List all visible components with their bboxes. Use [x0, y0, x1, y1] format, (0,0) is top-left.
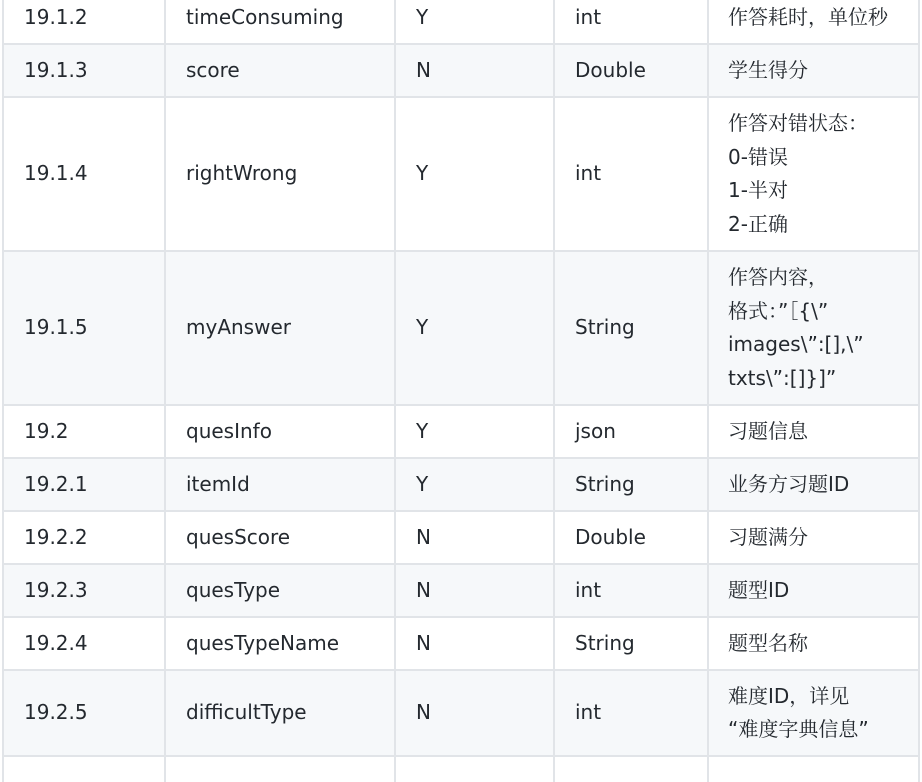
- field-description: [708, 564, 919, 617]
- field-description: [708, 0, 919, 44]
- field-name: quesTypeName: [165, 617, 395, 670]
- field-required: N: [395, 511, 554, 564]
- field-name: score: [165, 44, 395, 97]
- field-description: [708, 670, 919, 756]
- field-description: [708, 458, 919, 511]
- field-name: timeConsuming: [165, 0, 395, 44]
- description-line: 难度ID，详见: [728, 683, 850, 708]
- description-line: 学生得分: [728, 57, 808, 82]
- field-required: Y: [395, 458, 554, 511]
- field-number: 19.2.3: [3, 564, 165, 617]
- table-row: [3, 405, 919, 458]
- table-row-partial: [3, 756, 919, 782]
- field-name: myAnswer: [165, 251, 395, 405]
- field-description: [708, 97, 919, 251]
- field-required: N: [395, 670, 554, 756]
- field-number: 19.1.4: [3, 97, 165, 251]
- field-type: int: [554, 670, 708, 756]
- table-row: [3, 511, 919, 564]
- field-type: Double: [554, 44, 708, 97]
- field-number: 19.2.1: [3, 458, 165, 511]
- field-number: 19.2: [3, 405, 165, 458]
- table-row: [3, 458, 919, 511]
- field-name: quesType: [165, 564, 395, 617]
- description-line: images\”:[],\”: [728, 332, 864, 356]
- field-required: N: [395, 564, 554, 617]
- table-row: [3, 0, 919, 44]
- field-type: String: [554, 617, 708, 670]
- field-number: 19.1.2: [3, 0, 165, 44]
- api-field-table: [2, 0, 918, 782]
- field-number: 19.1.3: [3, 44, 165, 97]
- field-name: quesScore: [165, 511, 395, 564]
- field-type: String: [554, 251, 708, 405]
- field-required: Y: [395, 97, 554, 251]
- field-number: 19.1.5: [3, 251, 165, 405]
- table-row: [3, 670, 919, 756]
- field-name: rightWrong: [165, 97, 395, 251]
- description-line: 题型ID: [728, 577, 790, 602]
- description-line: 作答内容，: [728, 265, 828, 289]
- field-type: String: [554, 458, 708, 511]
- table-cell: [165, 756, 395, 782]
- field-number: 19.2.2: [3, 511, 165, 564]
- description-line: 题型名称: [728, 630, 808, 655]
- field-required: Y: [395, 251, 554, 405]
- description-line: 业务方习题ID: [728, 471, 850, 496]
- field-name: itemId: [165, 458, 395, 511]
- description-line: 格式：”［{\”: [728, 298, 829, 323]
- field-description: [708, 251, 919, 405]
- table-row: [3, 564, 919, 617]
- description-line: txts\”:[]}]”: [728, 365, 837, 390]
- field-required: Y: [395, 405, 554, 458]
- field-type: json: [554, 405, 708, 458]
- field-number: 19.2.4: [3, 617, 165, 670]
- description-line: 2-正确: [728, 211, 788, 236]
- table-cell: [554, 756, 708, 782]
- field-type: int: [554, 97, 708, 251]
- description-line: 习题满分: [728, 524, 808, 549]
- table-row: [3, 617, 919, 670]
- table-row: [3, 44, 919, 97]
- field-description: [708, 44, 919, 97]
- field-name: difficultType: [165, 670, 395, 756]
- field-name: quesInfo: [165, 405, 395, 458]
- field-number: 19.2.5: [3, 670, 165, 756]
- table-cell: [395, 756, 554, 782]
- description-line: 作答对错状态：: [728, 111, 868, 135]
- field-required: Y: [395, 0, 554, 44]
- table-cell: [708, 756, 919, 782]
- field-description: [708, 617, 919, 670]
- description-line: 1-半对: [728, 178, 788, 202]
- field-description: [708, 511, 919, 564]
- field-required: N: [395, 44, 554, 97]
- field-table: [2, 0, 920, 782]
- description-line: “难度字典信息”: [728, 717, 869, 741]
- description-line: 作答耗时，单位秒: [728, 4, 888, 29]
- field-description: [708, 405, 919, 458]
- table-row: [3, 251, 919, 405]
- field-type: Double: [554, 511, 708, 564]
- field-type: int: [554, 0, 708, 44]
- field-required: N: [395, 617, 554, 670]
- description-line: 0-错误: [728, 144, 788, 169]
- table-cell: [3, 756, 165, 782]
- description-line: 习题信息: [728, 418, 808, 443]
- field-type: int: [554, 564, 708, 617]
- table-row: [3, 97, 919, 251]
